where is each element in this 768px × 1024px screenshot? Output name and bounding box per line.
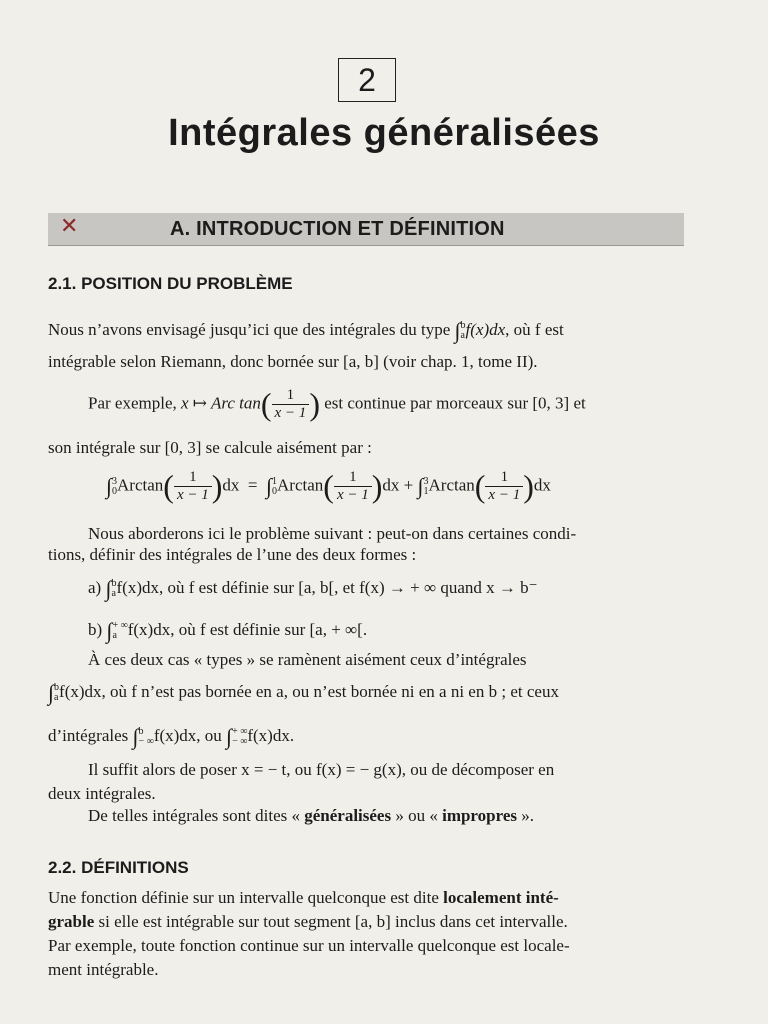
text-line: grable si elle est intégrable sur tout segment [a, b] inclus dans cet intervalle. xyxy=(48,912,568,931)
text-line: d’intégrales ∫b − ∞f(x)dx, ou ∫+ ∞ − ∞f(x)dx. xyxy=(48,724,295,749)
text-line: Nous aborderons ici le problème suivant : peut-on dans certaines condi- xyxy=(88,524,577,543)
text-line: Nous n’avons envisagé jusqu’ici que des intégrales du type ∫b af(x)dx, où f est xyxy=(48,318,564,343)
chapter-title: Intégrales généralisées xyxy=(168,112,600,154)
case-b: b) ∫+ ∞ a f(x)dx, où f est définie sur [a, + ∞[. xyxy=(88,618,368,643)
text-line: intégrable selon Riemann, donc bornée sur [a, b] (voir chap. 1, tome II). xyxy=(48,352,538,371)
text-line: Une fonction définie sur un intervalle quelconque est dite localement inté- xyxy=(48,888,559,907)
section-title: A. INTRODUCTION ET DÉFINITION xyxy=(170,218,505,240)
text-line: tions, définir des intégrales de l’une des deux formes : xyxy=(48,545,417,564)
cross-mark-icon: ✕ xyxy=(60,214,79,239)
text-line: De telles intégrales sont dites « généralisées » ou « impropres ». xyxy=(88,806,535,825)
subsection-heading-2-1: 2.1. POSITION DU PROBLÈME xyxy=(48,274,293,293)
case-a: a) ∫b af(x)dx, où f est définie sur [a, b[, et f(x) → + ∞ quand x → b⁻ xyxy=(88,576,538,601)
text-line: À ces deux cas « types » se ramènent aisément ceux d’intégrales xyxy=(88,650,527,669)
text-line: Par exemple, x ↦ Arc tan( $\frac{1}{x - 1}$ ) est continue par morceaux sur [0, 3] et xyxy=(88,386,586,422)
text-line: ment intégrable. xyxy=(48,960,159,979)
chapter-number: 2 xyxy=(338,58,396,102)
text-line: deux intégrales. xyxy=(48,784,156,803)
text-line: Il suffit alors de poser x = − t, ou f(x) = − g(x), ou de décomposer en xyxy=(88,760,555,779)
text-line: Par exemple, toute fonction continue sur un intervalle quelconque est locale- xyxy=(48,936,570,955)
display-formula: ∫3 0Arctan( $\frac{1}{x - 1}$ )dx = ∫1 0Arctan( $\frac{1}{x - 1}$ )dx + ∫3 1Arctan( $\frac{1}{x - 1}$ )dx xyxy=(106,468,551,504)
subsection-heading-2-2: 2.2. DÉFINITIONS xyxy=(48,858,189,877)
text-line: son intégrale sur [0, 3] se calcule aisément par : xyxy=(48,438,372,457)
text-line: ∫b af(x)dx, où f n’est pas bornée en a, ou n’est bornée ni en a ni en b ; et ceux xyxy=(48,680,559,705)
